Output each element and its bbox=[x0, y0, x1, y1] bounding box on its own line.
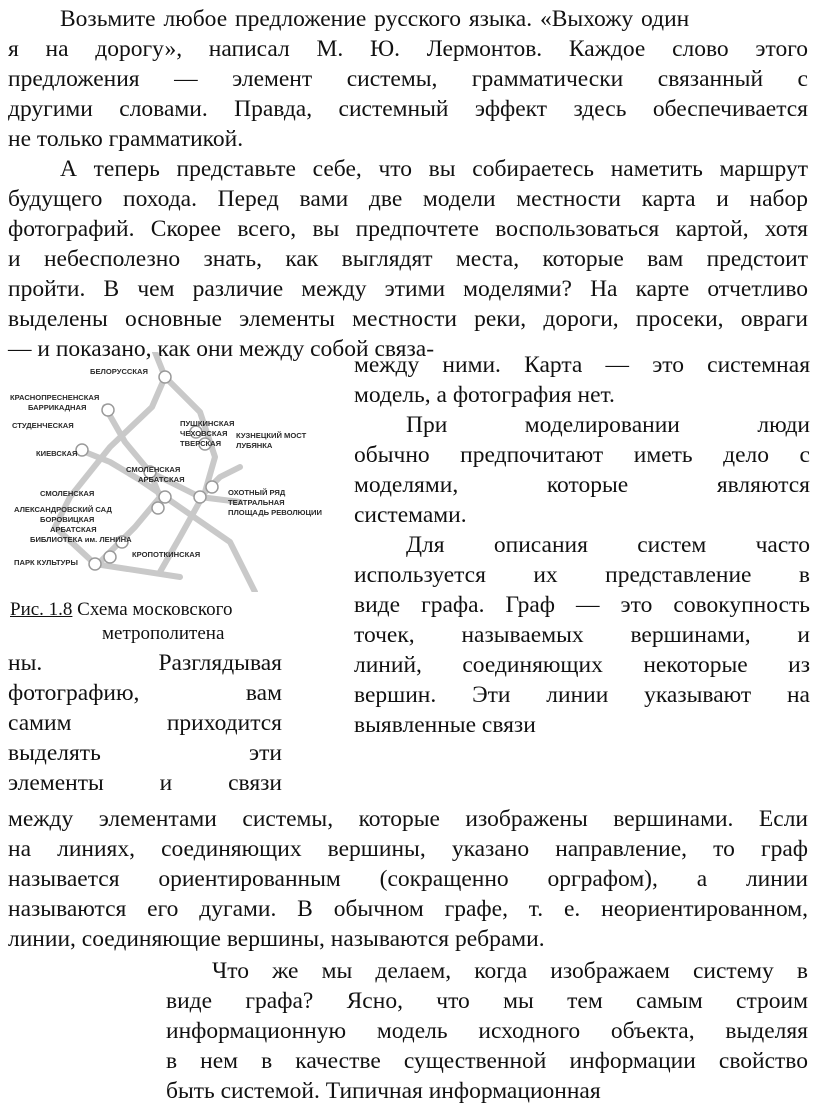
station-label: КРАСНОПРЕСНЕНСКАЯ bbox=[10, 393, 100, 402]
station-node bbox=[104, 551, 116, 563]
paragraph-4 bbox=[166, 956, 808, 1106]
left-column-text bbox=[8, 648, 282, 798]
station-label: ОХОТНЫЙ РЯД bbox=[228, 488, 286, 497]
station-label: СМОЛЕНСКАЯ bbox=[40, 489, 95, 498]
station-label: БИБЛИОТЕКА им. ЛЕНИНА bbox=[30, 535, 132, 544]
text-line: на линиях, соединяющих вершины, указано направление, то граф bbox=[8, 836, 808, 862]
station-node bbox=[159, 491, 171, 503]
station-label: ТЕАТРАЛЬНАЯ bbox=[228, 498, 285, 507]
text-line: Что же мы делаем, когда изображаем систему в bbox=[212, 958, 808, 984]
text-line: не только грамматикой. bbox=[8, 126, 244, 152]
station-node bbox=[89, 558, 101, 570]
text-line: линий, соединяющих некоторые из bbox=[354, 652, 810, 678]
text-line: обычно предпочитают иметь дело с bbox=[354, 442, 810, 468]
station-label: СТУДЕНЧЕСКАЯ bbox=[12, 421, 74, 430]
text-line: элементы и связи bbox=[8, 770, 282, 796]
figure-caption bbox=[10, 598, 310, 646]
text-line: быть системой. Типичная информационная bbox=[166, 1078, 601, 1104]
station-label: ЧЕХОВСКАЯ bbox=[180, 429, 228, 438]
text-line: выявленные связи bbox=[354, 712, 536, 738]
text-line: Для описания систем часто bbox=[406, 532, 810, 558]
caption-text: метрополитена bbox=[102, 623, 225, 644]
text-line: называется ориентированным (сокращенно орграфом), а линии bbox=[8, 866, 808, 892]
station-label: СМОЛЕНСКАЯ bbox=[126, 465, 181, 474]
station-label: КИЕВСКАЯ bbox=[36, 449, 78, 458]
text-line: При моделировании люди bbox=[406, 412, 810, 438]
text-line: предложения — элемент системы, грамматически связанный с bbox=[8, 66, 808, 92]
text-line: между ними. Карта — это системная bbox=[354, 352, 810, 378]
text-line: А теперь представьте себе, что вы собираетесь наметить маршрут bbox=[60, 156, 808, 182]
station-node bbox=[159, 371, 171, 383]
station-node bbox=[194, 491, 206, 503]
text-line: фотографий. Скорее всего, вы предпочтете воспользоваться картой, хотя bbox=[8, 216, 808, 242]
text-line: виде графа. Граф — это совокупность bbox=[354, 592, 810, 618]
text-line: самим приходится bbox=[8, 710, 282, 736]
station-label: БОРОВИЦКАЯ bbox=[40, 515, 95, 524]
caption-label: Рис. 1.8 bbox=[10, 599, 73, 620]
text-line: виде графа? Ясно, что мы тем самым строим bbox=[166, 988, 808, 1014]
text-line: вершин. Эти линии указывают на bbox=[354, 682, 810, 708]
text-line: называются его дугами. В обычном графе, т. е. неориентированном, bbox=[8, 896, 808, 922]
metro-map-figure bbox=[0, 352, 340, 592]
station-label: ЛУБЯНКА bbox=[236, 441, 273, 450]
text-line: линии, соединяющие вершины, называются ребрами. bbox=[8, 926, 545, 952]
text-line: между элементами системы, которые изображены вершинами. Если bbox=[8, 806, 808, 832]
text-line: точек, называемых вершинами, и bbox=[354, 622, 810, 648]
paragraph-1 bbox=[8, 4, 808, 154]
text-line: я на дорогу», написал М. Ю. Лермонтов. Каждое слово этого bbox=[8, 36, 808, 62]
station-label: БАРРИКАДНАЯ bbox=[28, 403, 87, 412]
station-node bbox=[206, 481, 218, 493]
station-label: ТВЕРСКАЯ bbox=[180, 439, 222, 448]
text-line: будущего похода. Перед вами две модели местности карта и набор bbox=[8, 186, 808, 212]
text-line: информационную модель исходного объекта, выделяя bbox=[166, 1018, 808, 1044]
station-label: АРБАТСКАЯ bbox=[138, 475, 185, 484]
caption-text: Схема московского bbox=[77, 599, 233, 620]
station-labels bbox=[10, 367, 322, 567]
right-column-text bbox=[354, 350, 810, 740]
paragraph-2 bbox=[8, 154, 808, 364]
station-label: ПЛОЩАДЬ РЕВОЛЮЦИИ bbox=[228, 508, 322, 517]
text-line: фотографию, вам bbox=[8, 680, 282, 706]
text-line: используется их представление в bbox=[354, 562, 810, 588]
text-line: модель, а фотография нет. bbox=[354, 382, 615, 408]
text-line: в нем в качестве существенной информации свойство bbox=[166, 1048, 808, 1074]
station-label: БЕЛОРУССКАЯ bbox=[90, 367, 148, 376]
station-label: ПАРК КУЛЬТУРЫ bbox=[14, 558, 78, 567]
station-label: КРОПОТКИНСКАЯ bbox=[132, 550, 201, 559]
station-node bbox=[152, 502, 164, 514]
station-label: КУЗНЕЦКИЙ МОСТ bbox=[236, 431, 307, 440]
text-line: моделями, которые являются bbox=[354, 472, 810, 498]
text-line: пройти. В чем различие между этими моделями? На карте отчетливо bbox=[8, 276, 808, 302]
text-line: выделены основные элементы местности реки, дороги, просеки, овраги bbox=[8, 306, 808, 332]
text-line: — и показано, как они между собой связа- bbox=[8, 336, 435, 362]
text-line: другими словами. Правда, системный эффект здесь обеспечивается bbox=[8, 96, 808, 122]
text-line: и небесполезно знать, как выглядят места, которые вам предстоит bbox=[8, 246, 808, 272]
station-node bbox=[76, 444, 88, 456]
station-label: ПУШКИНСКАЯ bbox=[180, 419, 235, 428]
paragraph-3 bbox=[8, 804, 808, 954]
text-line: ны. Разглядывая bbox=[8, 650, 282, 676]
station-label: АЛЕКСАНДРОВСКИЙ САД bbox=[14, 505, 112, 514]
text-line: Возьмите любое предложение русского языка. «Выхожу один bbox=[60, 6, 690, 32]
station-label: АРБАТСКАЯ bbox=[50, 525, 97, 534]
station-node bbox=[102, 404, 114, 416]
text-line: системами. bbox=[354, 502, 467, 528]
text-line: выделять эти bbox=[8, 740, 282, 766]
